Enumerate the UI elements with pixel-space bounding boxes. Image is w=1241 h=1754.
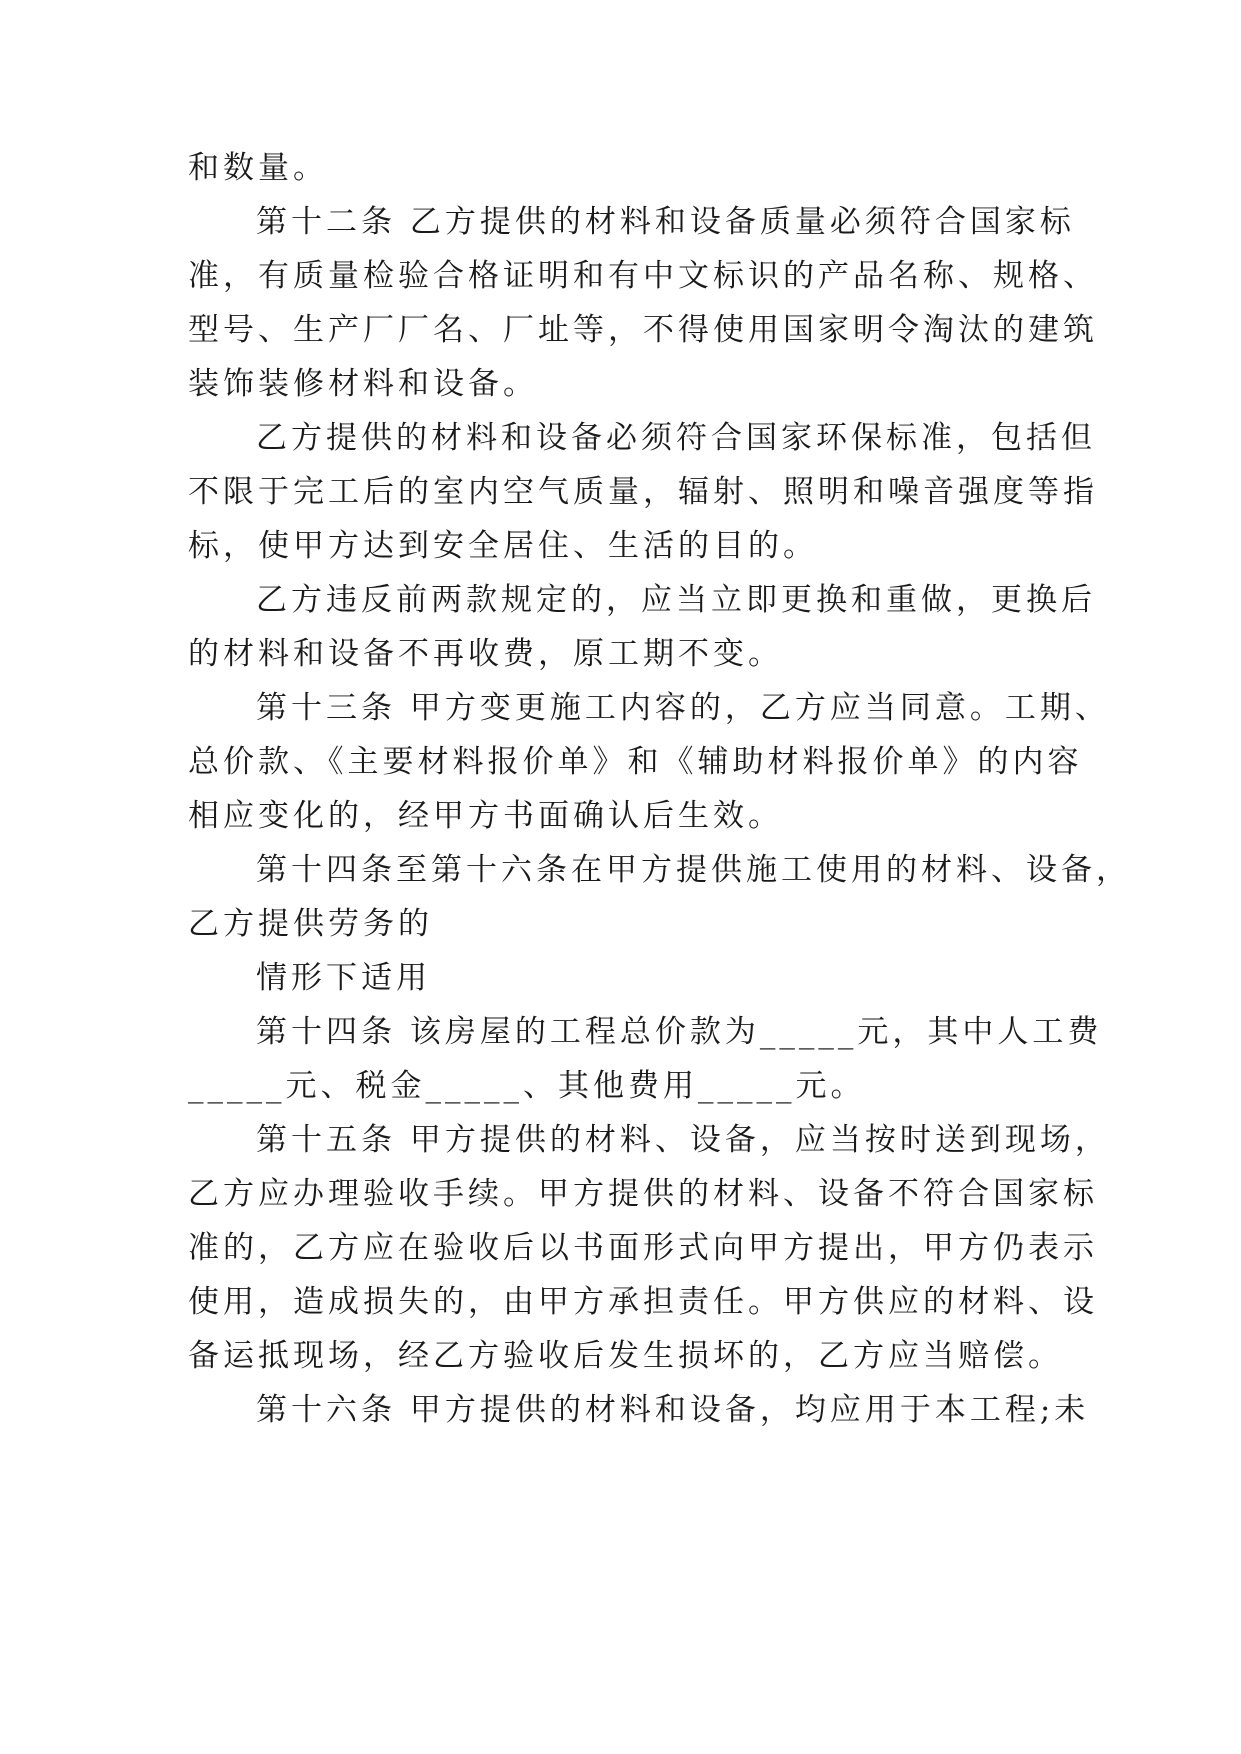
text-line: 相应变化的，经甲方书面确认后生效。 (188, 798, 783, 834)
text-line: 标，使甲方达到安全居住、生活的目的。 (188, 528, 818, 564)
text-line: 的材料和设备不再收费，原工期不变。 (188, 636, 783, 672)
text-line: 乙方应办理验收手续。甲方提供的材料、设备不符合国家标 (188, 1176, 1098, 1212)
text-line: 情形下适用 (256, 960, 431, 996)
text-line: 和数量。 (188, 150, 328, 186)
text-line: 备运抵现场，经乙方验收后发生损坏的，乙方应当赔偿。 (188, 1338, 1063, 1374)
text-line: 第十六条 甲方提供的材料和设备，均应用于本工程;未 (256, 1392, 1090, 1428)
text-line: 乙方提供的材料和设备必须符合国家环保标准，包括但 (256, 420, 1096, 456)
text-line: 第十四条 该房屋的工程总价款为_____元，其中人工费 (256, 1014, 1103, 1050)
text-line: 准的，乙方应在验收后以书面形式向甲方提出，甲方仍表示 (188, 1230, 1098, 1266)
text-line: 乙方提供劳务的 (188, 906, 433, 942)
text-line: 准，有质量检验合格证明和有中文标识的产品名称、规格、 (188, 258, 1098, 294)
text-line: 乙方违反前两款规定的，应当立即更换和重做，更换后 (256, 582, 1096, 618)
text-line: 型号、生产厂厂名、厂址等，不得使用国家明令淘汰的建筑 (188, 312, 1098, 348)
text-line: 第十三条 甲方变更施工内容的，乙方应当同意。工期、 (256, 690, 1110, 726)
text-line: 装饰装修材料和设备。 (188, 366, 538, 402)
text-line: 总价款、《主要材料报价单》和《辅助材料报价单》的内容 (188, 744, 1083, 780)
text-line: 第十五条 甲方提供的材料、设备，应当按时送到现场， (256, 1122, 1110, 1158)
text-line: 不限于完工后的室内空气质量，辐射、照明和噪音强度等指 (188, 474, 1098, 510)
text-line: 使用，造成损失的，由甲方承担责任。甲方供应的材料、设 (188, 1284, 1098, 1320)
text-line: 第十四条至第十六条在甲方提供施工使用的材料、设备， (256, 852, 1131, 888)
text-line: 第十二条 乙方提供的材料和设备质量必须符合国家标 (256, 204, 1075, 240)
text-line: _____元、税金_____、其他费用_____元。 (188, 1068, 866, 1104)
